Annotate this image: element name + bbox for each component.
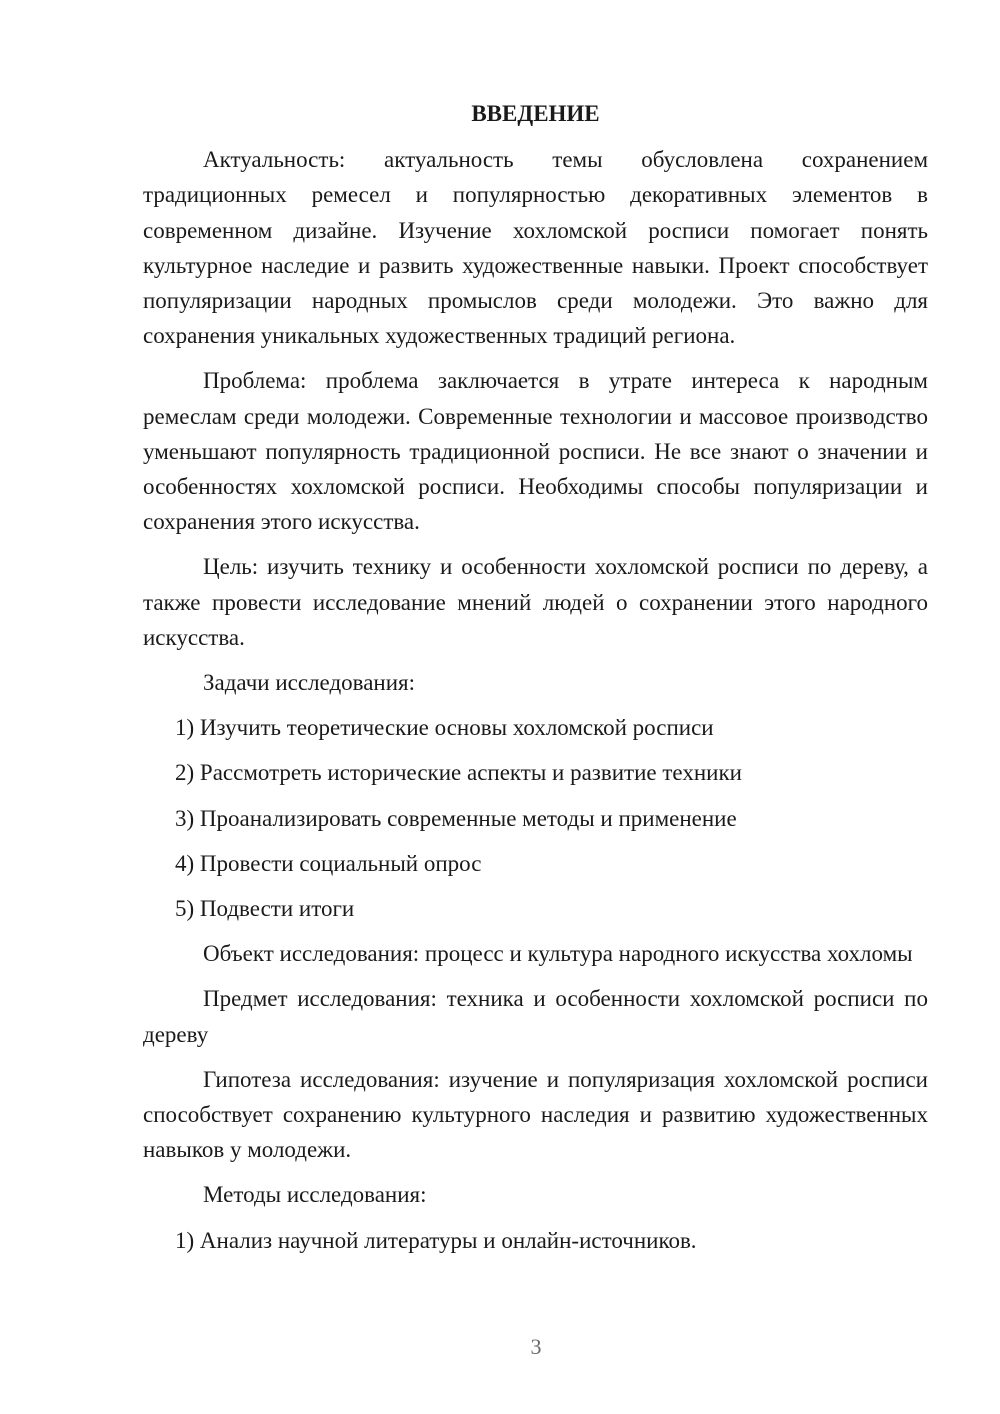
subject-paragraph: Предмет исследования: техника и особенности хохломской росписи по дереву [143, 986, 928, 1047]
list-item: 3) Проанализировать современные методы и применение [175, 805, 737, 831]
hypothesis-paragraph: Гипотеза исследования: изучение и популяризация хохломской росписи способствует сохранению культурного наследия и развитию художественных навыков у молодежи. [143, 1066, 928, 1163]
page-content [143, 96, 928, 1268]
tasks-label: Задачи исследования: [203, 670, 416, 696]
page-number: 3 [530, 1334, 542, 1359]
list-item: 2) Рассмотреть исторические аспекты и развитие техники [175, 760, 742, 786]
list-item: 5) Подвести итоги [175, 896, 355, 922]
list-item: 4) Провести социальный опрос [175, 850, 482, 876]
goal-paragraph: Цель: изучить технику и особенности хохломской росписи по дереву, а также провести исследование мнений людей о сохранении этого народного искусства. [143, 554, 928, 650]
object-paragraph: Объект исследования: процесс и культура народного искусства хохломы [203, 941, 913, 967]
list-item: 1) Изучить теоретические основы хохломской росписи [175, 715, 714, 741]
tasks-list [143, 710, 928, 926]
page-title: ВВЕДЕНИЕ [471, 101, 600, 126]
relevance-paragraph: Актуальность: актуальность темы обусловлена сохранением традиционных ремесел и популярностью декоративных элементов в современном дизайне. Изучение хохломской росписи помогает понять культурное наследие и развить художественные навыки. Проект способствует популяризации народных промыслов среди молодежи. Это важно для сохранения уникальных художественных традиций региона. [143, 147, 928, 349]
methods-label: Методы исследования: [203, 1182, 427, 1208]
list-item: 1) Анализ научной литературы и онлайн-источников. [175, 1227, 697, 1253]
methods-list [143, 1223, 928, 1258]
problem-paragraph: Проблема: проблема заключается в утрате интереса к народным ремеслам среди молодежи. Современные технологии и массовое производство уменьшают популярность традиционной росписи. Не все знают о значении и особенностях хохломской росписи. Необходимы способы популяризации и сохранения этого искусства. [143, 368, 928, 535]
